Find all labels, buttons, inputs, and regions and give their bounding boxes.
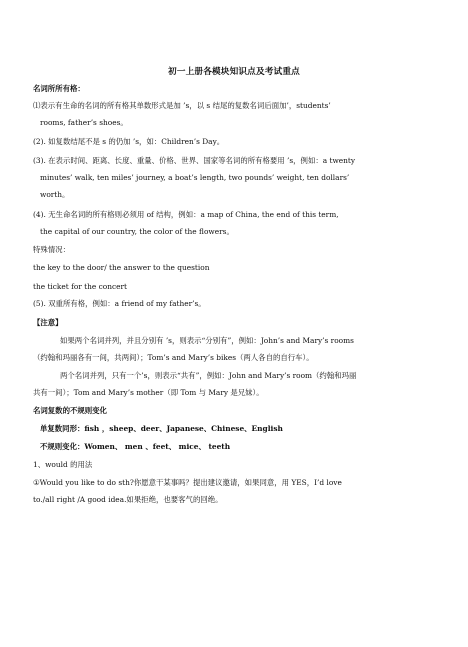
rule-4-line-2: the capital of our country, the color of the flowers。 (40, 227, 234, 236)
would-usage-line-1: ①Would you like to do sth?你愿意干某事吗？提出建议邀请，如果同意，用 YES，I’d love (33, 478, 342, 487)
would-usage-line-2: to./all right /A good idea.如果拒绝，也要客气的回绝。 (33, 495, 223, 504)
document-title: 初一上册各模块知识点及考试重点 (168, 67, 300, 77)
irregular-list: Women、 men 、feet、 mice、 teeth (84, 442, 231, 451)
special-heading: 特殊情况： (33, 245, 70, 254)
note-2-line-2: 共有一间）；Tom and Mary’s mother（即 Tom 与 Mary 是兄妹）。 (33, 388, 264, 397)
same-form-label: 单复数同形： (40, 424, 85, 433)
possessive-heading: 名词所所有格： (33, 84, 85, 93)
rule-1-line-2: rooms, father’s shoes。 (40, 118, 128, 127)
same-form-line (40, 424, 283, 434)
rule-1-line-1: ⑴表示有生命的名词的所有格其单数形式是加 ’s，以 s 结尾的复数名词后面加’，students’ (33, 101, 331, 110)
note-1-line-2: （约翰和玛丽各有一间，共两间）；Tom’s and Mary’s bikes（两人各自的自行车）。 (33, 353, 314, 362)
rule-5: (5). 双重所有格，例如：a friend of my father’s。 (33, 299, 206, 308)
irregular-line (40, 442, 230, 452)
rule-4-line-1: (4). 无生命名词的所有格则必须用 of 结构，例如：a map of China, the end of this term, (33, 210, 339, 219)
rule-3-line-3: worth。 (40, 190, 70, 199)
special-example-1: the key to the door/ the answer to the question (33, 263, 210, 272)
rule-2: (2). 如复数结尾不是 s 的仍加 ’s，如：Children’s Day。 (33, 137, 225, 146)
rule-3-line-1: (3). 在表示时间、距离、长度、重量、价格、世界、国家等名词的所有格要用 ’s，例如：a twenty (33, 156, 356, 165)
plural-heading: 名词复数的不规则变化 (33, 406, 107, 415)
special-example-2: the ticket for the concert (33, 282, 127, 291)
note-heading: 【注意】 (33, 318, 63, 327)
would-heading: 1、would 的用法 (33, 460, 93, 469)
note-2-line-1: 两个名词并列，只有一个’s，则表示“共有”，例如：John and Mary’s room（约翰和玛丽 (60, 371, 357, 380)
same-form-list: fish ，sheep、deer、Japanese、Chinese、English (84, 424, 283, 433)
irregular-label: 不规则变化： (40, 442, 85, 451)
note-1-line-1: 如果两个名词并列，并且分别有 ’s，则表示“分别有”，例如：John’s and Mary’s rooms (60, 336, 354, 345)
rule-3-line-2: minutes’ walk, ten miles’ journey, a boat’s length, two pounds’ weight, ten dollars’ (40, 173, 350, 182)
